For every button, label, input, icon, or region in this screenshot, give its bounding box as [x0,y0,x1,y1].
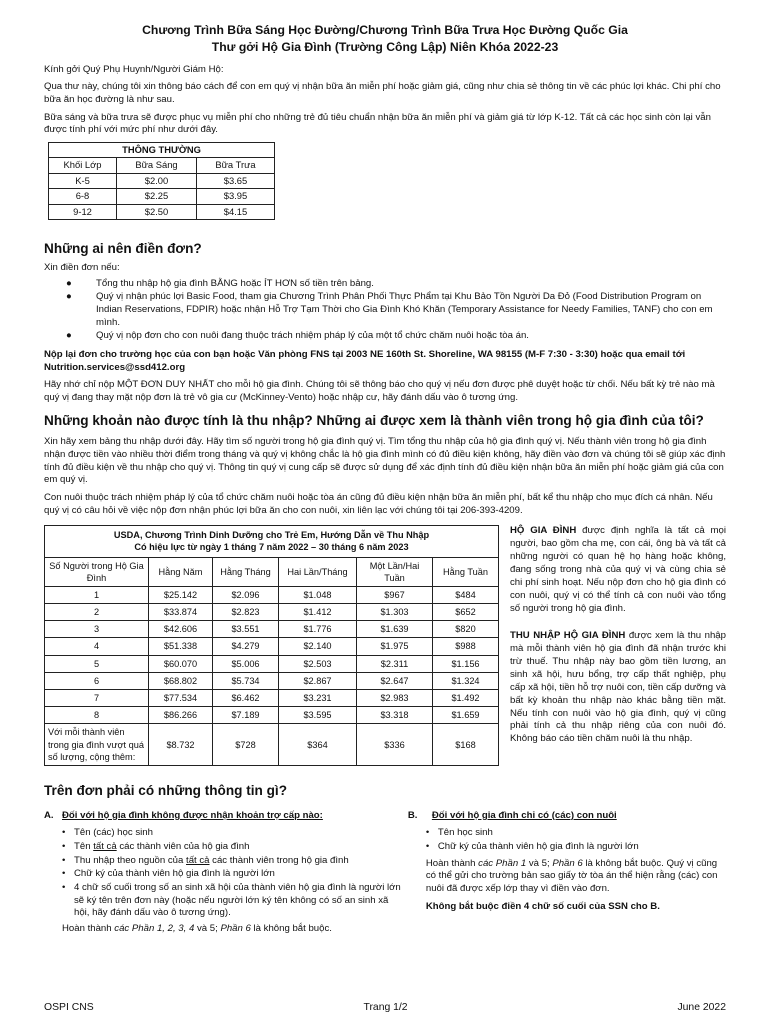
list-item-text: Chữ ký của thành viên hộ gia đình là người lớn [74,868,275,880]
list-item [44,855,404,868]
table-cell: 8 [45,707,149,724]
section-a-completion [44,923,404,936]
bullet-icon: • [62,841,66,853]
bullet-icon: • [425,827,430,839]
table-cell: 2 [45,604,149,621]
form-info-heading: Trên đơn phải có những thông tin gì? [44,782,288,798]
section-a-letter: A. [44,809,54,821]
definitions-sidebar [510,525,726,765]
one-application-note: Hãy nhớ chỉ nộp MỘT ĐƠN DUY NHẤT cho mỗi hộ gia đình. Chúng tôi sẽ thông báo cho quý vị nếu đơn được phê duyệt hoặc từ chối. Nếu bất kỳ trẻ nào mà quý vị đang thay mặt nộp đơn là trẻ vô gia cư (McKinney-Vento) hoặc nhập cư, hãy đánh dấu vào ô tương ứng. [44,379,715,403]
list-item-text: Tổng thu nhập hộ gia đình BẰNG hoặc ÍT HƠN số tiền trên bảng. [96,277,374,289]
section-b-list [408,827,726,853]
table-cell: $25.142 [149,586,213,603]
table-cell: $820 [433,621,499,638]
footer-date: June 2022 [677,1002,726,1013]
table-cell: $1.492 [433,690,499,707]
table-cell: $4.279 [213,638,279,655]
table-cell: 7 [45,690,149,707]
completion-optional-part: Phần 6 [552,857,583,869]
table-cell: $364 [279,724,357,765]
price-cell: $2.25 [117,189,197,204]
income-table-caption-line-1: USDA, Chương Trình Dinh Dưỡng cho Trẻ Em, Hướng Dẫn về Thu Nhập [113,530,430,541]
table-cell: $2.823 [213,604,279,621]
list-item [44,827,404,840]
form-requirements [44,810,726,936]
price-cell: $2.50 [117,204,197,219]
table-cell: $3.595 [279,707,357,724]
completion-optional-part: Phần 6 [220,923,251,935]
bullet-icon: • [62,827,66,839]
table-cell: $1.639 [357,621,433,638]
footer-left: OSPI CNS [44,1002,94,1013]
income-paragraph-1: Xin hãy xem bảng thu nhập dưới đây. Hãy tìm số người trong hộ gia đình quý vị. Tìm tổng thu nhập của hộ gia đình quý vị. Nếu thành viên trong hộ gia đình nhận được tiền vào nhiều thời điểm trong tháng và quý vị không chắc là hộ gia đình mình có đủ điều kiện không, hãy điền vào đơn và chúng tôi sẽ giúp xác định tính đủ điều kiện về thu nhập cho quý vị. Thông tin quý vị cung cấp sẽ được sử dụng để xác định tính đủ điều kiện nhận bữa ăn miễn phí hoặc giảm giá của con em quý vị. [44,436,726,486]
list-item [44,841,404,854]
table-cell: $1.412 [279,604,357,621]
table-cell: $2.647 [357,672,433,689]
list-item-text: các thành viên trong hộ gia đình [209,854,349,866]
completion-text: và 5; [194,923,221,935]
table-cell: 3 [45,621,149,638]
list-item-text: Tên (các) học sinh [74,827,153,839]
table-row-additional-member [45,724,499,765]
table-cell: $2.983 [357,690,433,707]
price-cell: 6-8 [49,189,117,204]
table-cell: Với mỗi thành viên trong gia đình vượt quá số lượng, cộng thêm: [45,724,149,765]
completion-text: và 5; [526,857,553,869]
income-table-caption-line-2: Có hiệu lực từ ngày 1 tháng 7 năm 2022 – 30 tháng 6 năm 2023 [134,542,409,553]
table-cell: $7.189 [213,707,279,724]
list-item-text: Tên học sinh [437,827,493,839]
list-item-text: 4 chữ số cuối trong số an sinh xã hội của thành viên hộ gia đình là người lớn sẽ ký tên trên đơn này (hoặc nếu người lớn ký tên không có số an sinh xã hội, hãy đánh dấu vào ô tương ứng). [74,882,401,919]
income-header-twice-monthly: Hai Lần/Tháng [279,557,357,586]
income-paragraph-2: Con nuôi thuộc trách nhiệm pháp lý của tổ chức chăm nuôi hoặc tòa án cũng đủ điều kiện nhận bữa ăn miễn phí, bất kể thu nhập cho mục đích cá nhân. Nếu quý vị có câu hỏi về việc nộp đơn nhận phúc lợi bữa ăn cho con nuôi, xin liên lạc với chúng tôi tại 206-393-4209. [44,492,713,516]
table-row [45,655,499,672]
list-item [44,278,726,291]
table-row [45,621,499,638]
price-header-breakfast: Bữa Sáng [117,158,197,173]
income-header-annual: Hằng Năm [149,557,213,586]
table-cell: $5.006 [213,655,279,672]
household-income-definition-text: được xem là thu nhập mà mỗi thành viên hộ gia đình đã nhận trước khi trừ thuế. Thu nhập này bao gồm tiền lương, an sinh xã hội, hưu bổng, trợ cấp thất nghiệp, phụ cấp xã hội, tiền hỗ trợ nuôi con, tiền cấp dưỡng và bất kỳ khoản thu nhập nào khác bằng tiền mặt. Nếu tính con nuôi vào hộ gia đình, quý vị cũng phải tính cả thu nhập riêng của con nuôi đó. Không báo cáo tiền chăm nuôi là thu nhập. [510,629,726,745]
table-cell: $2.503 [279,655,357,672]
income-header-weekly: Hằng Tuần [433,557,499,586]
document-title [44,22,726,56]
price-row [49,189,275,204]
bullet-icon: ● [66,291,72,303]
price-header-lunch: Bữa Trưa [197,158,275,173]
income-header-biweekly: Một Lần/Hai Tuần [357,557,433,586]
table-cell: 5 [45,655,149,672]
price-header-grade: Khối Lớp [49,158,117,173]
price-cell: $2.00 [117,173,197,188]
table-cell: $1.776 [279,621,357,638]
income-header-monthly: Hằng Tháng [213,557,279,586]
list-item [44,291,726,329]
title-line-2: Thư gởi Hộ Gia Đình (Trường Công Lập) Niên Khóa 2022-23 [211,39,559,54]
section-b-letter: B. [407,809,418,821]
price-cell: $3.95 [197,189,275,204]
table-cell: $5.734 [213,672,279,689]
table-row [45,586,499,603]
table-cell: $3.551 [213,621,279,638]
page-number: Trang 1/2 [363,1002,408,1013]
bullet-icon: • [62,854,66,866]
list-item-text: các thành viên của hộ gia đình [116,841,250,853]
price-row [49,173,275,188]
table-cell: 6 [45,672,149,689]
table-cell: $1.659 [433,707,499,724]
table-row [45,604,499,621]
price-cell: K-5 [49,173,117,188]
table-cell: $988 [433,638,499,655]
price-cell: $4.15 [197,204,275,219]
table-cell: $8.732 [149,724,213,765]
submit-note: Nộp lại đơn cho trường học của con bạn hoặc Văn phòng FNS tại 2003 NE 160th St. Shoreline, WA 98155 (M-F 7:30 - 3:30) hoặc qua email tới Nutrition.services@ssd412.org [44,348,686,373]
table-cell: $3.318 [357,707,433,724]
requirements-column-a [44,810,404,936]
intro-paragraph-2: Bữa sáng và bữa trưa sẽ được phục vụ miễn phí cho những trẻ đủ tiêu chuẩn nhận bữa ăn miễn phí và giảm giá từ lớp K-12. Tất cả các học sinh còn lại vẫn được tính phí với mức phí như dưới đây. [44,111,711,136]
household-definition-text: được định nghĩa là tất cả mọi người, bao gồm cha mẹ, con cái, ông bà và tất cả những người có quan hệ họ hàng hoặc không, đang sống trong nhà của quý vị và cùng chia sẻ chi phí sinh hoạt. Nếu nộp đơn cho hộ gia đình có con nuôi, quý vị có thể tính cả con nuôi vào tổng số người trong hộ gia đình. [510,525,727,614]
table-row [45,672,499,689]
table-cell: $33.874 [149,604,213,621]
who-apply-heading: Những ai nên điền đơn? [44,240,202,256]
table-cell: $2.867 [279,672,357,689]
list-item [44,330,726,343]
table-row [45,707,499,724]
who-apply-list [44,278,726,343]
bullet-icon: • [62,868,66,880]
salutation: Kính gởi Quý Phụ Huynh/Người Giám Hộ: [44,63,224,75]
table-row [45,638,499,655]
completion-text: là không bắt buộc. Quý vị cũng có thể gửi cho trường bản sao giấy tờ tòa án thể hiện rằng (các) con nuôi đã được xếp lớp thay vì điền vào đơn. [425,857,718,895]
table-cell: 4 [45,638,149,655]
household-income-definition [510,630,726,746]
completion-text: Hoàn thành [425,857,479,869]
table-cell: $86.266 [149,707,213,724]
household-income-term: THU NHẬP HỘ GIA ĐÌNH [510,629,626,641]
list-item-text: Tên [74,841,94,853]
table-cell: $1.048 [279,586,357,603]
page-footer [44,1001,726,1015]
table-cell: $60.070 [149,655,213,672]
list-item [408,827,726,840]
income-header-household-size: Số Người trong Hộ Gia Đình [45,557,149,586]
list-item-emphasis: tất cả [186,854,210,866]
household-definition [510,525,726,616]
table-cell: $6.462 [213,690,279,707]
table-cell: $1.975 [357,638,433,655]
table-cell: $68.802 [149,672,213,689]
table-cell: $2.140 [279,638,357,655]
table-row [45,690,499,707]
price-table-caption: THÔNG THƯỜNG [49,142,275,157]
table-cell: $168 [433,724,499,765]
section-a-title: Đối với hộ gia đình không được nhận khoản trợ cấp nào: [62,809,323,821]
table-cell: $336 [357,724,433,765]
completion-text: là không bắt buộc. [250,923,332,935]
price-cell: 9-12 [49,204,117,219]
table-cell: $2.096 [213,586,279,603]
table-cell: $42.606 [149,621,213,638]
income-guidelines-section [44,525,726,765]
list-item [44,882,404,920]
list-item-text: Chữ ký của thành viên hộ gia đình là người lớn [437,841,639,853]
section-a-list [44,827,404,920]
section-a-heading [44,810,404,823]
household-term: HỘ GIA ĐÌNH [510,525,577,537]
table-cell: $1.156 [433,655,499,672]
list-item-emphasis: tất cả [93,841,117,853]
bullet-icon: • [425,841,430,853]
income-guidelines-table [44,525,499,765]
list-item-text: Thu nhập theo nguồn của [74,854,187,866]
table-cell: $77.534 [149,690,213,707]
table-cell: $1.324 [433,672,499,689]
bullet-icon: ● [66,277,72,289]
list-item [408,841,726,854]
table-cell: $3.231 [279,690,357,707]
who-apply-lead: Xin điền đơn nếu: [44,261,120,273]
table-cell: $51.338 [149,638,213,655]
table-cell: $652 [433,604,499,621]
completion-parts: các Phần 1, 2, 3, 4 [114,923,195,935]
requirements-column-b [408,810,726,936]
table-cell: 1 [45,586,149,603]
section-b-completion [408,858,726,896]
meal-price-table [48,142,275,220]
price-cell: $3.65 [197,173,275,188]
completion-text: Hoàn thành [62,923,115,935]
income-table-caption [45,526,499,557]
income-heading: Những khoản nào được tính là thu nhập? Những ai được xem là thành viên trong hộ gia đình của tôi? [44,413,704,429]
table-cell: $967 [357,586,433,603]
table-cell: $1.303 [357,604,433,621]
section-b-ssn-note: Không bắt buộc điền 4 chữ số cuối của SSN cho B. [425,900,660,912]
title-line-1: Chương Trình Bữa Sáng Học Đường/Chương Trình Bữa Trưa Học Đường Quốc Gia [142,23,628,37]
list-item-text: Quý vị nộp đơn cho con nuôi đang thuộc trách nhiệm pháp lý của một tổ chức chăm nuôi hoặc tòa án. [96,330,529,342]
list-item [44,868,404,881]
bullet-icon: ● [66,330,72,342]
section-b-heading [408,810,726,823]
intro-paragraph-1: Qua thư này, chúng tôi xin thông báo cách để con em quý vị nhận bữa ăn miễn phí hoặc giảm giá, cũng như chia sẻ thông tin về các phúc lợi khác. Chi phí cho bữa ăn học đường là như sau. [44,81,721,105]
table-cell: $728 [213,724,279,765]
table-cell: $484 [433,586,499,603]
section-b-title: Đối với hộ gia đình chỉ có (các) con nuôi [431,809,617,821]
bullet-icon: • [62,882,66,894]
price-row [49,204,275,219]
table-cell: $2.311 [357,655,433,672]
completion-parts: các Phần 1 [478,857,527,869]
list-item-text: Quý vị nhận phúc lợi Basic Food, tham gia Chương Trình Phân Phối Thực Phẩm tại Khu Bảo Tồn Người Da Đỏ (Food Distribution Program on Indian Reservations, FDPIR) hoặc nhận Hỗ Trợ Tạm Thời cho Gia Đình Khó Khăn (Temporary Assistance for Needy Families, TANF) cho con em mình. [96,291,713,328]
